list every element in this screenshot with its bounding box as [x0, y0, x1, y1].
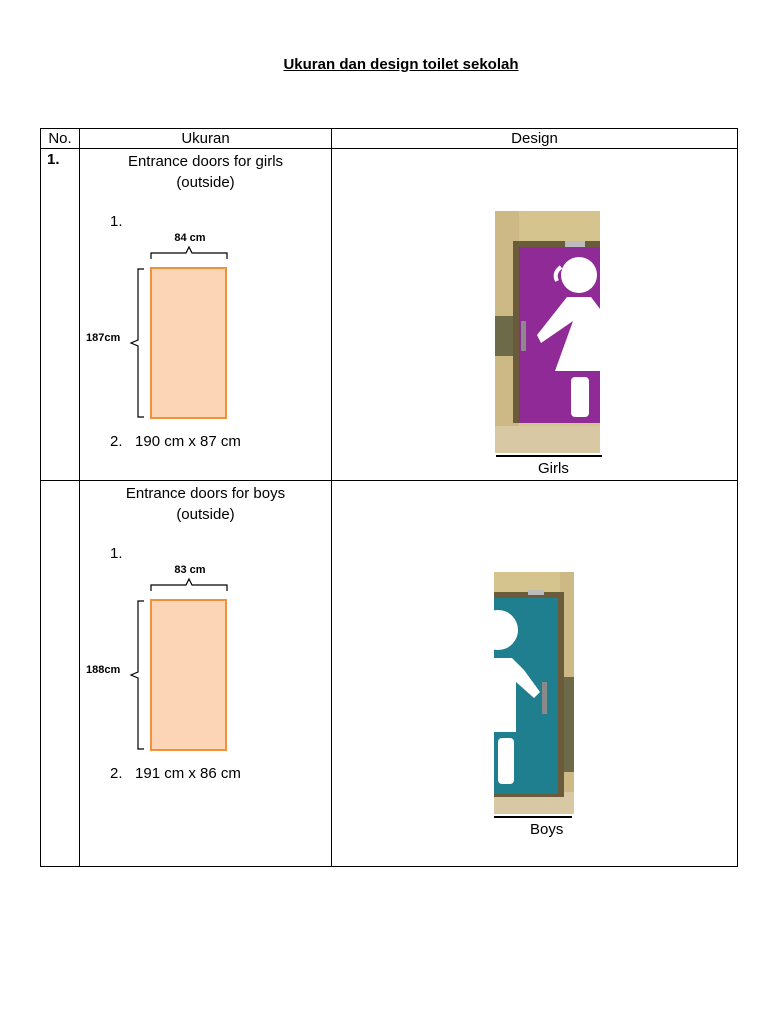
height-brace: [128, 599, 146, 751]
width-brace: [148, 245, 230, 261]
ukuran-cell-boys: [80, 481, 331, 866]
item-2-size: 2. 191 cm x 86 cm: [110, 765, 241, 782]
height-label: 188cm: [86, 664, 121, 676]
heading-line-1: Entrance doors for girls: [127, 153, 284, 170]
header-no: No.: [41, 129, 80, 149]
width-label: 83 cm: [174, 564, 206, 576]
row-number: 1.: [47, 151, 60, 168]
height-brace: [128, 267, 146, 419]
item-1-label: 1.: [110, 545, 123, 562]
row-heading: [80, 151, 331, 193]
design-table: [40, 128, 738, 867]
caption-rule: [494, 816, 572, 818]
header-design: Design: [332, 129, 738, 149]
caption-boys: Boys: [530, 821, 564, 838]
design-cell-boys: [332, 481, 737, 866]
width-label: 84 cm: [174, 232, 206, 244]
heading-line-1: Entrance doors for boys: [125, 485, 286, 502]
item-1-label: 1.: [110, 213, 123, 230]
boys-door-photo: [494, 572, 574, 814]
ukuran-cell-girls: [80, 149, 331, 480]
table-header-row: [41, 129, 738, 149]
page-title: Ukuran dan design toilet sekolah: [283, 56, 519, 73]
item-2-size: 2. 190 cm x 87 cm: [110, 433, 241, 450]
door-outline-boys: [150, 599, 227, 751]
width-brace: [148, 577, 230, 593]
girls-door-photo: [495, 211, 600, 453]
table-row: [41, 481, 738, 867]
caption-rule: [496, 455, 602, 457]
door-outline-girls: [150, 267, 227, 419]
heading-line-2: (outside): [176, 174, 235, 191]
row-heading: [80, 483, 331, 525]
design-cell-girls: [332, 149, 737, 480]
height-label: 187cm: [86, 332, 121, 344]
caption-girls: Girls: [538, 460, 569, 477]
header-ukuran: Ukuran: [80, 129, 332, 149]
table-row: [41, 149, 738, 481]
heading-line-2: (outside): [176, 506, 235, 523]
